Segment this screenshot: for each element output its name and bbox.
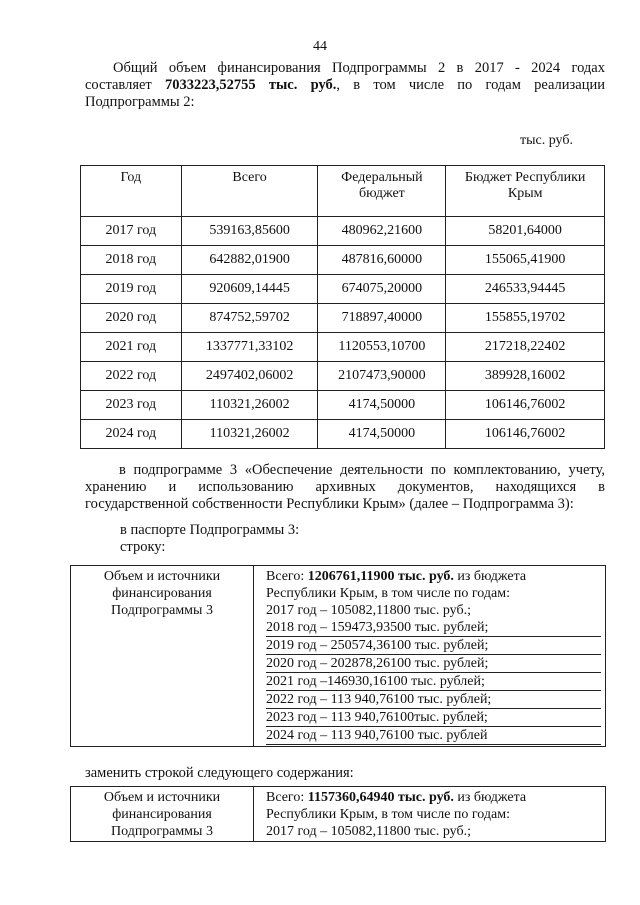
passport-line: Республики Крым, в том числе по годам: (266, 586, 510, 601)
cell-total: 1337771,33102 (181, 333, 318, 362)
cell-federal: 718897,40000 (318, 304, 446, 333)
cell-federal: 674075,20000 (318, 275, 446, 304)
passport-line: 2023 год – 113 940,76100тыс. рублей; (266, 709, 601, 727)
cell-year: 2024 год (81, 420, 182, 449)
intro-text: составляет (85, 77, 165, 93)
intro-text: , в том числе по годам реализации (336, 77, 605, 93)
table-row (81, 362, 605, 391)
total-suffix: из бюджета (453, 569, 527, 584)
header-regional: Бюджет Республики Крым (446, 166, 605, 217)
subprogram3-line-1: в подпрограмме 3 «Обеспечение деятельности по комплектованию, учету, (119, 462, 605, 478)
passport-old-row (71, 566, 606, 747)
page-number: 44 (313, 39, 327, 54)
cell-federal: 4174,50000 (318, 420, 446, 449)
passport-new-label: Объем и источники финансирования Подпрограммы 3 (71, 787, 254, 842)
passport-reference: в паспорте Подпрограммы 3: (120, 522, 300, 538)
funding-table (80, 165, 605, 449)
cell-total: 642882,01900 (181, 246, 318, 275)
total-prefix: Всего: (266, 790, 308, 805)
passport-new-table (70, 786, 606, 842)
subprogram3-paragraph (85, 462, 605, 513)
total-amount: 1157360,64940 тыс. руб. (307, 790, 454, 805)
cell-year: 2018 год (81, 246, 182, 275)
passport-line: 2024 год – 113 940,76100 тыс. рублей (266, 727, 601, 745)
cell-federal: 480962,21600 (318, 217, 446, 246)
passport-line: 2017 год – 105082,11800 тыс. руб.; (266, 824, 471, 839)
cell-regional: 155065,41900 (446, 246, 605, 275)
passport-line: 2022 год – 113 940,76100 тыс. рублей; (266, 691, 601, 709)
intro-line-1: Общий объем финансирования Подпрограммы 2 в 2017 - 2024 годах (113, 60, 605, 76)
table-row (81, 420, 605, 449)
cell-regional: 106146,76002 (446, 391, 605, 420)
header-federal: Федеральный бюджет (318, 166, 446, 217)
cell-federal: 4174,50000 (318, 391, 446, 420)
cell-regional: 389928,16002 (446, 362, 605, 391)
replace-instruction: заменить строкой следующего содержания: (85, 765, 354, 781)
passport-old-total (266, 568, 601, 585)
cell-regional: 155855,19702 (446, 304, 605, 333)
cell-federal: 2107473,90000 (318, 362, 446, 391)
cell-year: 2017 год (81, 217, 182, 246)
cell-federal: 487816,60000 (318, 246, 446, 275)
intro-line-3: Подпрограммы 2: (85, 94, 195, 110)
passport-new-value (254, 787, 606, 842)
total-suffix: из бюджета (453, 790, 527, 805)
row-reference: строку: (120, 539, 166, 555)
cell-federal: 1120553,10700 (318, 333, 446, 362)
passport-line: 2018 год – 159473,93500 тыс. рублей; (266, 619, 601, 637)
cell-regional: 106146,76002 (446, 420, 605, 449)
subprogram3-line-3: государственной собственности Республики Крым» (далее – Подпрограмма 3): (85, 496, 574, 512)
subprogram3-line-2: хранению и использованию архивных документов, находящихся в (85, 479, 605, 495)
passport-line: 2020 год – 202878,26100 тыс. рублей; (266, 655, 601, 673)
passport-old-label: Объем и источники финансирования Подпрограммы 3 (71, 566, 254, 747)
passport-line: 2019 год – 250574,36100 тыс. рублей; (266, 637, 601, 655)
total-prefix: Всего: (266, 569, 308, 584)
cell-total: 2497402,06002 (181, 362, 318, 391)
intro-paragraph (85, 60, 605, 111)
cell-total: 874752,59702 (181, 304, 318, 333)
cell-year: 2019 год (81, 275, 182, 304)
cell-total: 920609,14445 (181, 275, 318, 304)
cell-total: 110321,26002 (181, 420, 318, 449)
cell-year: 2023 год (81, 391, 182, 420)
passport-old-value (254, 566, 606, 747)
header-year: Год (81, 166, 182, 217)
passport-line: 2021 год –146930,16100 тыс. рублей; (266, 673, 601, 691)
cell-regional: 217218,22402 (446, 333, 605, 362)
passport-new-row (71, 787, 606, 842)
table-row (81, 391, 605, 420)
table-row (81, 217, 605, 246)
cell-regional: 246533,94445 (446, 275, 605, 304)
cell-year: 2021 год (81, 333, 182, 362)
passport-old-table (70, 565, 606, 747)
cell-regional: 58201,64000 (446, 217, 605, 246)
passport-line: 2017 год – 105082,11800 тыс. руб.; (266, 603, 471, 618)
total-amount: 7033223,52755 тыс. руб. (165, 77, 337, 93)
cell-total: 539163,85600 (181, 217, 318, 246)
total-amount: 1206761,11900 тыс. руб. (307, 569, 454, 584)
intro-line-2 (85, 77, 605, 94)
unit-label: тыс. руб. (520, 133, 573, 148)
passport-line: Республики Крым, в том числе по годам: (266, 807, 510, 822)
table-row (81, 304, 605, 333)
table-row (81, 275, 605, 304)
cell-year: 2022 год (81, 362, 182, 391)
passport-new-total (266, 789, 601, 806)
table-header-row (81, 166, 605, 217)
header-total: Всего (181, 166, 318, 217)
table-row (81, 246, 605, 275)
cell-year: 2020 год (81, 304, 182, 333)
table-row (81, 333, 605, 362)
cell-total: 110321,26002 (181, 391, 318, 420)
